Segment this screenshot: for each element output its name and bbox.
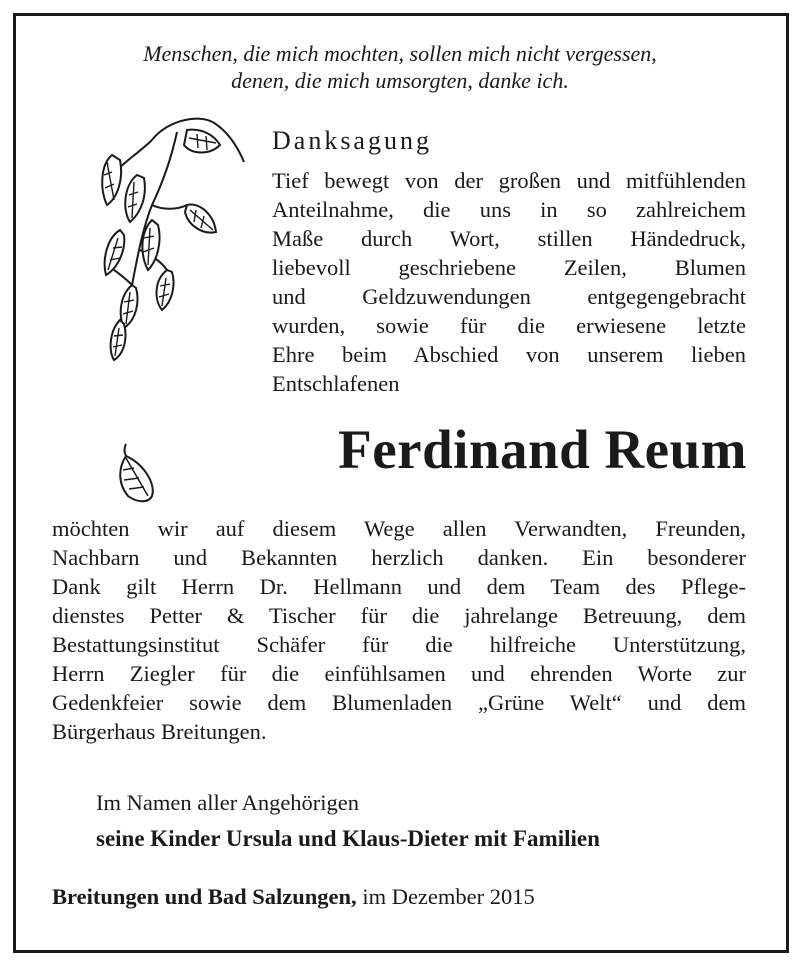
motto — [0, 40, 800, 94]
intro-line: Ehre beim Abschied von unserem lieben — [272, 342, 746, 367]
signature-intro: Im Namen aller Angehörigen — [96, 790, 360, 815]
deceased-name: Ferdinand Reum — [338, 419, 747, 480]
intro-line: und Geldzuwendungen entgegengebracht — [272, 284, 746, 309]
intro-paragraph — [272, 166, 746, 398]
thanks-paragraph — [52, 514, 746, 746]
intro-line: Anteilnahme, die uns in so zahlreichem — [272, 197, 746, 222]
motto-line-1: Menschen, die mich mochten, sollen mich nicht vergessen, — [143, 41, 657, 66]
falling-leaf-icon — [114, 440, 162, 506]
intro-line: Entschlafenen — [272, 371, 400, 396]
thanks-line: Nachbarn und Bekannten herzlich danken. Ein besonderer — [52, 545, 746, 570]
thanks-line: Dank gilt Herrn Dr. Hellmann und dem Team des Pflege- — [52, 574, 746, 599]
thanks-line: Herrn Ziegler für die einfühlsamen und ehrenden Worte zur — [52, 661, 746, 686]
closing-line — [52, 884, 535, 910]
signature-names: seine Kinder Ursula und Klaus-Dieter mit Familien — [96, 826, 600, 851]
thanks-line: Bestattungsinstitut Schäfer für die hilfreiche Unterstützung, — [52, 632, 746, 657]
thanks-line: Bürgerhaus Breitungen. — [52, 719, 267, 744]
closing-places: Breitungen und Bad Salzungen, — [52, 884, 357, 909]
motto-line-2: denen, die mich umsorgten, danke ich. — [231, 68, 569, 93]
intro-line: Tief bewegt von der großen und mitfühlenden — [272, 168, 746, 193]
birch-branch-icon — [92, 110, 252, 365]
intro-line: wurden, sowie für die erwiesene letzte — [272, 313, 746, 338]
intro-line: Maße durch Wort, stillen Händedruck, — [272, 226, 746, 251]
closing-date: im Dezember 2015 — [356, 884, 535, 909]
thanks-line: dienstes Petter & Tischer für die jahrelange Betreuung, dem — [52, 603, 746, 628]
thanks-line: möchten wir auf diesem Wege allen Verwandten, Freunden, — [52, 516, 746, 541]
heading-danksagung: Danksagung — [272, 126, 432, 155]
intro-line: liebevoll geschriebene Zeilen, Blumen — [272, 255, 746, 280]
thanks-line: Gedenkfeier sowie dem Blumenladen „Grüne Welt“ und dem — [52, 690, 746, 715]
